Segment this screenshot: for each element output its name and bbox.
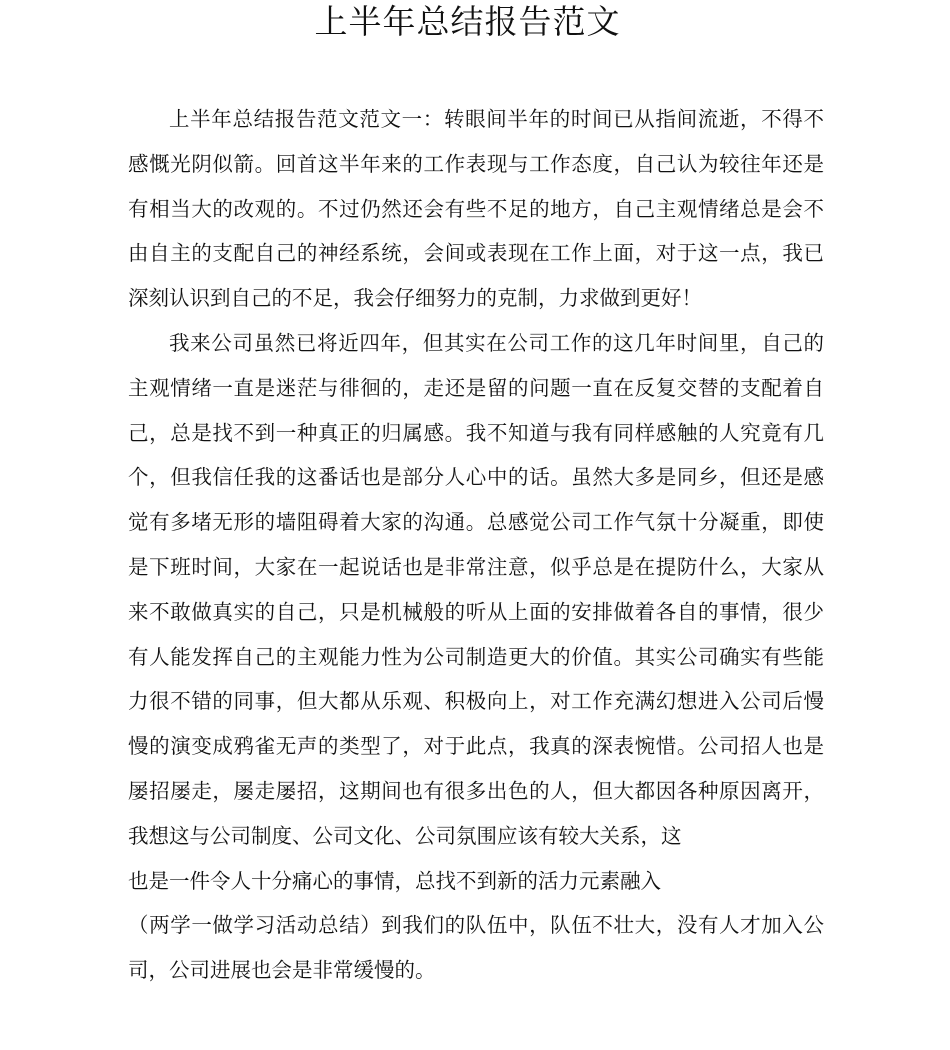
document-body [128,97,824,993]
paragraph-4: （两学一做学习活动总结）到我们的队伍中，队伍不壮大，没有人才加入公司，公司进展也会是非常缓慢的。 [128,913,824,983]
document-title: 上半年总结报告范文 [314,2,621,41]
paragraph-1: 上半年总结报告范文范文一：转眼间半年的时间已从指间流逝，不得不感慨光阴似箭。回首这半年来的工作表现与工作态度，自己认为较往年还是有相当大的改观的。不过仍然还会有些不足的地方，自己主观情绪总是会不由自主的支配自己的神经系统，会间或表现在工作上面，对于这一点，我已深刻认识到自己的不足，我会仔细努力的克制，力求做到更好！ [128,107,824,311]
paragraph-3: 也是一件令人十分痛心的事情，总找不到新的活力元素融入 [128,868,661,893]
paragraph-2: 我来公司虽然已将近四年，但其实在公司工作的这几年时间里，自己的主观情绪一直是迷茫与徘徊的，走还是留的问题一直在反复交替的支配着自己，总是找不到一种真正的归属感。我不知道与我有同样感触的人究竟有几个，但我信任我的这番话也是部分人心中的话。虽然大多是同乡，但还是感觉有多堵无形的墙阻碍着大家的沟通。总感觉公司工作气氛十分凝重，即使是下班时间，大家在一起说话也是非常注意，似乎总是在提防什么，大家从来不敢做真实的自己，只是机械般的听从上面的安排做着各自的事情，很少有人能发挥自己的主观能力性为公司制造更大的价值。其实公司确实有些能力很不错的同事，但大都从乐观、积极向上，对工作充满幻想进入公司后慢慢的演变成鸦雀无声的类型了，对于此点，我真的深表惋惜。公司招人也是屡招屡走，屡走屡招，这期间也有很多出色的人，但大都因各种原因离开，我想这与公司制度、公司文化、公司氛围应该有较大关系，这 [128,330,824,848]
